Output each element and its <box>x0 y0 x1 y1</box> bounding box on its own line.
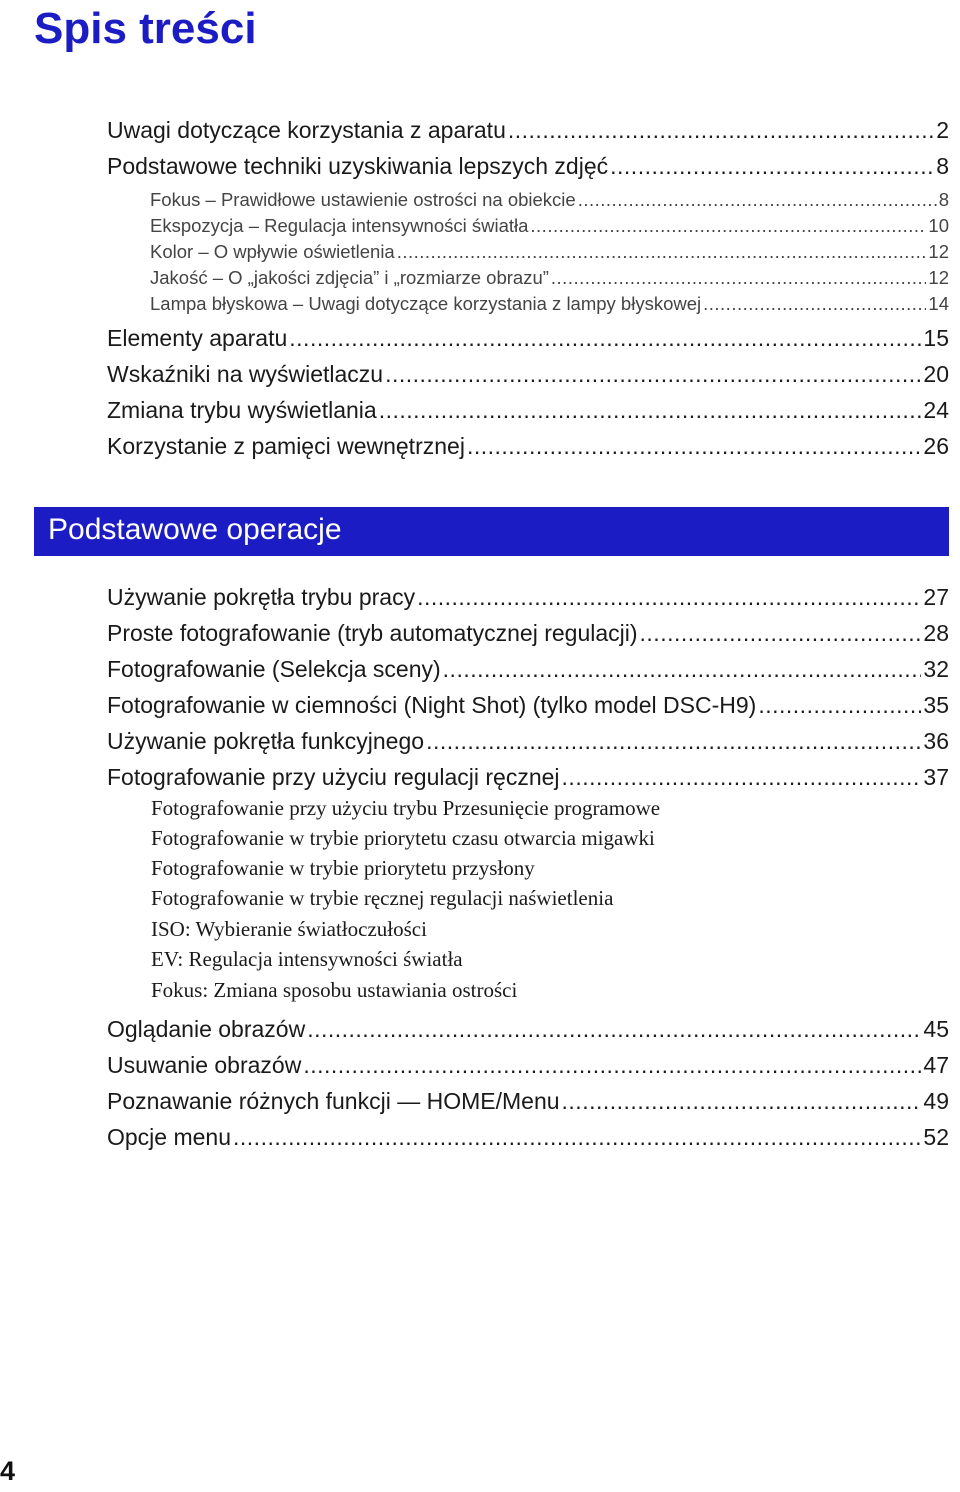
toc-entry[interactable] <box>107 1124 949 1151</box>
toc-entry[interactable] <box>107 656 949 683</box>
toc-label: Oglądanie obrazów <box>107 1016 306 1042</box>
toc-page: 26 <box>923 433 949 459</box>
toc-label: Fotografowanie przy użyciu regulacji ręcznej <box>107 764 560 790</box>
toc-subentry[interactable] <box>150 189 949 211</box>
toc-label: Opcje menu <box>107 1124 232 1150</box>
toc-leader <box>467 433 921 460</box>
toc-entry[interactable] <box>107 433 949 460</box>
toc-entry[interactable] <box>107 1088 949 1115</box>
toc-leader <box>443 656 922 683</box>
section-banner-title: Podstawowe operacje <box>48 513 342 546</box>
toc-label: Zmiana trybu wyświetlania <box>107 397 377 423</box>
toc-entry[interactable] <box>107 764 949 791</box>
toc-label: Kolor – O wpływie oświetlenia <box>150 241 395 262</box>
toc-entry[interactable] <box>107 325 949 352</box>
toc-page: 24 <box>923 397 949 423</box>
toc-leader <box>530 215 926 237</box>
toc-page: 10 <box>928 215 949 236</box>
toc-subentry[interactable] <box>150 215 949 237</box>
toc-leader <box>551 267 927 289</box>
section-banner <box>34 507 949 556</box>
toc-page: 32 <box>923 656 949 682</box>
toc-label: Fokus – Prawidłowe ustawienie ostrości na obiekcie <box>150 189 576 210</box>
toc-leader <box>397 241 927 263</box>
toc-page: 2 <box>936 117 949 143</box>
toc-subentry[interactable] <box>150 293 949 315</box>
page-number: 4 <box>0 1456 16 1486</box>
toc-page: 27 <box>923 584 949 610</box>
toc-leader <box>610 153 934 180</box>
toc-leader <box>385 361 921 388</box>
toc-page: 35 <box>923 692 949 718</box>
toc-leader <box>640 620 922 647</box>
toc-leader <box>426 728 921 755</box>
toc-page: 14 <box>928 293 949 314</box>
sub-item[interactable]: ISO: Wybieranie światłoczułości <box>151 917 427 941</box>
toc-page: 37 <box>923 764 949 790</box>
toc-subentry[interactable] <box>150 267 949 289</box>
sub-item[interactable]: Fotografowanie przy użyciu trybu Przesunięcie programowe <box>151 796 661 820</box>
toc-label: Usuwanie obrazów <box>107 1052 302 1078</box>
toc-label: Ekspozycja – Regulacja intensywności światła <box>150 215 529 236</box>
toc-entry[interactable] <box>107 1052 949 1079</box>
toc-label: Lampa błyskowa – Uwagi dotyczące korzystania z lampy błyskowej <box>150 293 702 314</box>
toc-label: Używanie pokrętła trybu pracy <box>107 584 416 610</box>
toc-leader <box>233 1124 921 1151</box>
toc-entry[interactable] <box>107 117 949 144</box>
toc-entry[interactable] <box>107 728 949 755</box>
sub-item[interactable]: Fotografowanie w trybie priorytetu czasu otwarcia migawki <box>151 826 655 850</box>
toc-entry[interactable] <box>107 1016 949 1043</box>
toc-leader <box>307 1016 921 1043</box>
toc-leader <box>417 584 921 611</box>
sub-item[interactable]: EV: Regulacja intensywności światła <box>151 947 463 971</box>
toc-page: 15 <box>923 325 949 351</box>
toc-page: 12 <box>928 241 949 262</box>
toc-label: Wskaźniki na wyświetlaczu <box>107 361 384 387</box>
toc-label: Korzystanie z pamięci wewnętrznej <box>107 433 465 459</box>
toc-label: Fotografowanie (Selekcja sceny) <box>107 656 441 682</box>
toc-entry[interactable] <box>107 361 949 388</box>
toc-page: 49 <box>923 1088 949 1114</box>
toc-leader <box>562 1088 922 1115</box>
toc-page: 47 <box>923 1052 949 1078</box>
toc-label: Uwagi dotyczące korzystania z aparatu <box>107 117 506 143</box>
sub-item[interactable]: Fotografowanie w trybie ręcznej regulacji naświetlenia <box>151 886 614 910</box>
sub-item[interactable]: Fokus: Zmiana sposobu ustawiania ostrości <box>151 978 518 1002</box>
toc-leader <box>703 293 926 315</box>
toc-leader <box>758 692 921 719</box>
page-title: Spis treści <box>34 4 257 53</box>
toc-page: 52 <box>923 1124 949 1150</box>
toc-page: 8 <box>938 189 949 210</box>
toc-entry[interactable] <box>107 584 949 611</box>
toc-label: Poznawanie różnych funkcji — HOME/Menu <box>107 1088 560 1114</box>
toc-page: 20 <box>923 361 949 387</box>
toc-leader <box>289 325 921 352</box>
toc-label: Jakość – O „jakości zdjęcia” i „rozmiarze obrazu” <box>150 267 549 288</box>
toc-entry[interactable] <box>107 620 949 647</box>
toc-entry[interactable] <box>107 397 949 424</box>
toc-label: Podstawowe techniki uzyskiwania lepszych zdjęć <box>107 153 609 179</box>
toc-entry[interactable] <box>107 692 949 719</box>
toc-page: 28 <box>923 620 949 646</box>
toc-subentry[interactable] <box>150 241 949 263</box>
toc-label: Elementy aparatu <box>107 325 288 351</box>
toc-entry[interactable] <box>107 153 949 180</box>
toc-leader <box>379 397 922 424</box>
toc-page: 12 <box>928 267 949 288</box>
toc-label: Proste fotografowanie (tryb automatycznej regulacji) <box>107 620 638 646</box>
toc-leader <box>578 189 937 211</box>
toc-page: 8 <box>936 153 949 179</box>
toc-page: 36 <box>923 728 949 754</box>
toc-page: 45 <box>923 1016 949 1042</box>
toc-label: Fotografowanie w ciemności (Night Shot) (tylko model DSC-H9) <box>107 692 757 718</box>
sub-item[interactable]: Fotografowanie w trybie priorytetu przysłony <box>151 856 535 880</box>
toc-leader <box>562 764 922 791</box>
toc-leader <box>303 1052 921 1079</box>
toc-leader <box>508 117 934 144</box>
toc-label: Używanie pokrętła funkcyjnego <box>107 728 425 754</box>
